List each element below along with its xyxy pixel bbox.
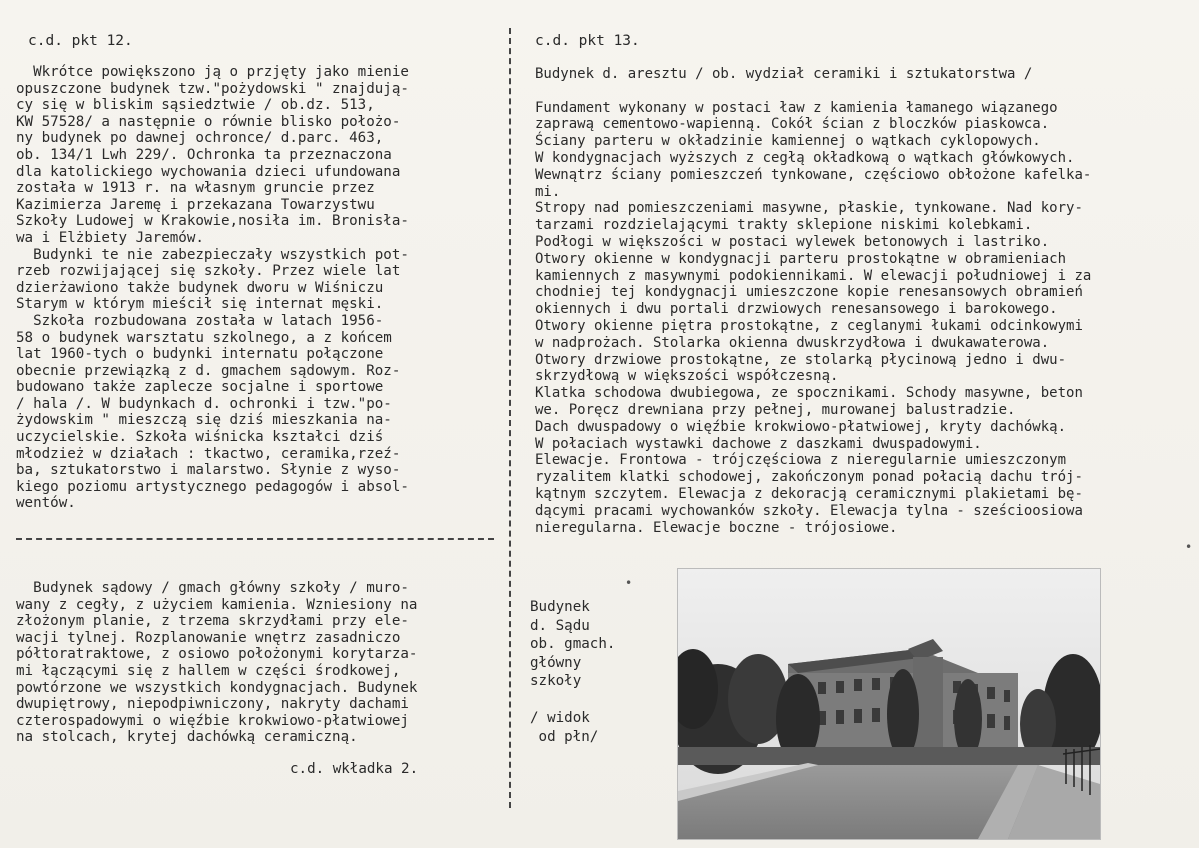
right-body-line: Budynek d. aresztu / ob. wydział ceramiki i sztukatorstwa / (535, 66, 1033, 82)
left-para1-line: Kazimierza Jaremę i przekazana Towarzystwu (16, 196, 375, 213)
left-para1-line: budowano także zaplecze socjalne i sportowe (16, 379, 384, 396)
building-photo (677, 568, 1101, 840)
right-body-line: Dach dwuspadowy o więźbie krokwiowo-płatwiowej, kryty dachówką. (535, 418, 1067, 435)
right-body-line: ryzalitem klatki schodowej, zakończonym ponad połacią dachu trój- (535, 469, 1083, 486)
left-para1-line: rzeb rozwijającej się szkoły. Przez wiele lat (16, 263, 401, 280)
left-para1-line: Budynki te nie zabezpieczały wszystkich pot- (16, 246, 409, 263)
left-para1-line: ny budynek po dawnej ochronce/ d.parc. 463, (16, 130, 384, 147)
left-para2-line: wany z cegły, z użyciem kamienia. Wzniesiony na (16, 596, 418, 613)
right-body-line: nieregularna. Elewacje boczne - trójosiowe. (535, 519, 898, 536)
left-para1-line: obecnie przewiązką z d. gmachem sądowym. Roz- (16, 362, 401, 379)
left-para1-line: wentów. (16, 495, 76, 512)
right-body-line: Elewacje. Frontowa - trójczęściowa z nieregularnie umieszczonym (535, 452, 1067, 469)
photo-caption (530, 598, 615, 746)
left-para2-line: złożonym planie, z trzema skrzydłami przy ele- (16, 613, 409, 630)
right-header: c.d. pkt 13. (535, 33, 640, 49)
caption-line: / widok (530, 710, 590, 726)
left-para1-line: Szkoła rozbudowana została w latach 1956- (16, 312, 384, 329)
right-body-line: Otwory okienne w kondygnacji parteru prostokątne w obramieniach (535, 250, 1067, 267)
right-body-line: Otwory drzwiowe prostokątne, ze stolarką płycinową jedno i dwu- (535, 351, 1067, 368)
speck: • (625, 576, 633, 590)
left-para1-line: / hala /. W budynkach d. ochronki i tzw."po- (16, 395, 392, 412)
left-para1-line: wa i Elżbiety Jaremów. (16, 229, 204, 246)
caption-line: ob. gmach. (530, 636, 616, 652)
left-para1-line: 58 o budynek warsztatu szkolnego, a z końcem (16, 329, 392, 346)
right-body-line: Ściany parteru w okładzinie kamiennej o wątkach cyklopowych. (535, 133, 1041, 150)
left-para1-line: ba, sztukatorstwo i malarstwo. Słynie z wyso- (16, 462, 401, 479)
right-body-line: dącymi pracami wychowanków szkoły. Elewacja tylna - sześcioosiowa (535, 502, 1083, 519)
left-para2-line: Budynek sądowy / gmach główny szkoły / muro- (16, 580, 409, 596)
caption-line: d. Sądu (530, 617, 590, 634)
right-body-line: W kondygnacjach wyższych z cegłą okładkową o wątkach główkowych. (535, 149, 1075, 166)
right-body-line: we. Poręcz drewniana przy pełnej, murowanej balustradzie. (535, 401, 1016, 418)
left-para1-line: Szkoły Ludowej w Krakowie,nosiła im. Bronisła- (16, 213, 409, 230)
left-para2-line: powtórzone we wszystkich kondygnacjach. Budynek (16, 679, 418, 696)
right-body-line: Otwory okienne piętra prostokątne, z ceglanymi łukami odcinkowymi (535, 317, 1083, 334)
photo-image (678, 569, 1100, 839)
caption-line: od płn/ (530, 728, 599, 745)
left-para1-line: została w 1913 r. na własnym gruncie przez (16, 180, 375, 197)
right-body-line: Klatka schodowa dwubiegowa, ze spocznikami. Schody masywne, beton (535, 385, 1083, 402)
right-body-line: Stropy nad pomieszczeniami masywne, płaskie, tynkowane. Nad kory- (535, 200, 1083, 217)
left-paragraph-2 (16, 580, 417, 746)
right-body (535, 66, 1091, 536)
right-body-line: W połaciach wystawki dachowe z daszkami dwuspadowymi. (535, 435, 982, 452)
left-para1-line: kiego poziomu artystycznego pedagogów i absol- (16, 478, 409, 495)
left-para2-line: półtoratraktowe, z osiowo położonymi korytarza- (16, 646, 418, 663)
left-para1-line: uczycielskie. Szkoła wiśnicka kształci dziś (16, 429, 384, 446)
left-para1-line: cy się w bliskim sąsiedztwie / ob.dz. 513, (16, 97, 375, 114)
right-body-line: Wewnątrz ściany pomieszczeń tynkowane, częściowo obłożone kafelka- (535, 166, 1092, 183)
left-footer: c.d. wkładka 2. (290, 761, 419, 777)
right-body-line: chodniej tej kondygnacji umieszczone kopie renesansowych obramień (535, 284, 1083, 301)
left-para2-line: czterospadowymi o więźbie krokwiowo-płatwiowej (16, 712, 409, 729)
right-body-line: zaprawą cementowo-wapienną. Cokół ścian z bloczków piaskowca. (535, 116, 1050, 133)
right-body-line: Fundament wykonany w postaci ław z kamienia łamanego wiązanego (535, 99, 1058, 116)
left-header: c.d. pkt 12. (28, 33, 133, 49)
right-body-line: w nadprożach. Stolarka okienna dwuskrzydłowa i dwukawaterowa. (535, 334, 1050, 351)
right-body-line: mi. (535, 183, 561, 200)
column-divider (509, 28, 511, 808)
caption-line: szkoły (530, 673, 582, 689)
left-para1-line: żydowskim " mieszczą się dziś mieszkania na- (16, 412, 392, 429)
left-para1-line: dzierżawiono także budynek dworu w Wiśniczu (16, 279, 384, 296)
left-para2-line: mi łączącymi się z hallem w części środkowej, (16, 662, 401, 679)
right-body-line: okiennych i dwu portali drzwiowych renesansowego i barokowego. (535, 301, 1058, 318)
right-body-line: kamiennych z masywnymi podokiennikami. W elewacji południowej i za (535, 267, 1092, 284)
right-body-line: kątnym szczytem. Elewacja z dekoracją ceramicznymi plakietami bę- (535, 485, 1083, 502)
left-para2-line: wacji tylnej. Rozplanowanie wnętrz zasadniczo (16, 629, 401, 646)
right-body-line: tarzami rozdzielającymi trakty sklepione niskimi kolebkami. (535, 217, 1033, 234)
left-para1-line: opuszczone budynek tzw."pożydowski " znajdują- (16, 80, 409, 97)
left-para1-line: młodzież w działach : tkactwo, ceramika,rzeź- (16, 445, 401, 462)
left-paragraph-1 (16, 64, 409, 512)
right-body-line: skrzydłową w większości współczesną. (535, 368, 839, 385)
left-para2-line: dwupiętrowy, niepodpiwniczony, nakryty dachami (16, 696, 409, 713)
caption-line: główny (530, 654, 582, 671)
right-body-line: Podłogi w większości w postaci wylewek betonowych i lastriko. (535, 233, 1050, 250)
left-para1-line: ob. 134/1 Lwh 229/. Ochronka ta przeznaczona (16, 146, 392, 163)
left-para2-line: na stolcach, krytej dachówką ceramiczną. (16, 729, 358, 746)
section-separator (16, 538, 494, 540)
left-para1-line: KW 57528/ a następnie o równie blisko położo- (16, 113, 401, 130)
left-para1-line: lat 1960-tych o budynki internatu połączone (16, 346, 384, 363)
left-para1-line: Starym w którym mieścił się internat męski. (16, 296, 384, 313)
left-para1-line: dla katolickiego wychowania dzieci ufundowana (16, 163, 401, 180)
right-body-line (535, 83, 1091, 100)
speck: • (1185, 540, 1193, 554)
caption-line (530, 691, 615, 710)
left-para1-line: Wkrótce powiększono ją o przjęty jako mienie (16, 64, 409, 80)
caption-line: Budynek (530, 599, 590, 615)
